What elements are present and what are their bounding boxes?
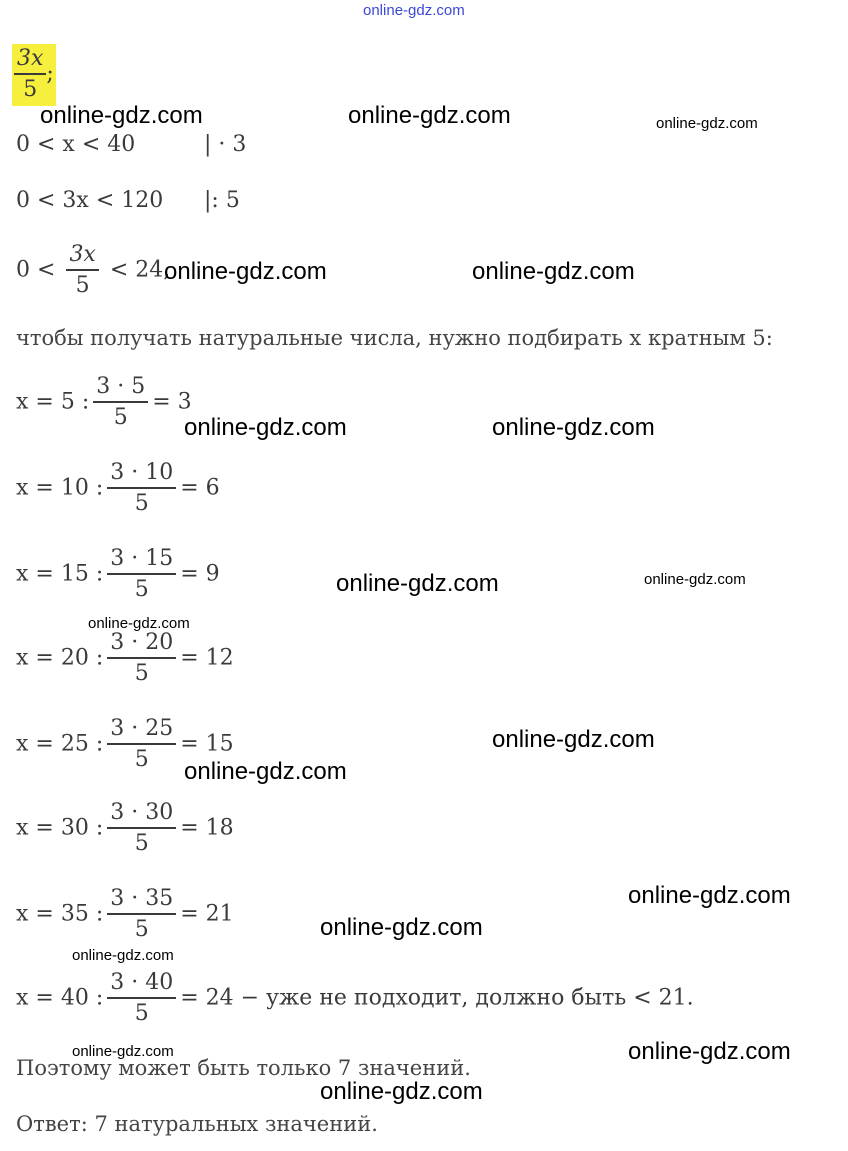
equation-lhs: x = 10 : xyxy=(16,475,104,501)
step-2 xyxy=(16,188,163,213)
equation-lhs: x = 25 : xyxy=(16,731,104,757)
equation-rhs: = 6 xyxy=(180,475,220,501)
fraction-numerator: 3x xyxy=(69,242,96,267)
equation-lhs: x = 40 : xyxy=(16,985,104,1011)
equation-rhs: = 18 xyxy=(180,815,234,841)
watermark: online-gdz.com xyxy=(348,102,511,129)
equation-rhs: = 21 xyxy=(180,901,234,927)
fraction-numerator: 3 · 30 xyxy=(110,800,174,825)
watermark: online-gdz.com xyxy=(184,414,347,441)
highlighted-fraction xyxy=(14,46,54,102)
answer-text: Ответ: 7 натуральных значений. xyxy=(16,1112,378,1136)
equation-rhs: = 24 − уже не подходит, должно быть < 21. xyxy=(180,985,694,1011)
fraction-numerator: 3 · 5 xyxy=(96,374,146,399)
fraction-denominator: 5 xyxy=(134,916,149,942)
conclusion-text: Поэтому может быть только 7 значений. xyxy=(16,1056,471,1080)
fraction-denominator: 5 xyxy=(134,490,149,516)
watermark: online-gdz.com xyxy=(72,947,174,964)
fraction-numerator: 3 · 10 xyxy=(110,460,174,485)
equation-row xyxy=(16,800,234,856)
step-1-operation: | · 3 xyxy=(204,132,247,157)
fraction-bar xyxy=(107,997,176,999)
equation-rhs: = 12 xyxy=(180,645,234,671)
note-text: чтобы получать натуральные числа, нужно подбирать x кратным 5: xyxy=(16,326,773,350)
equation-lhs: x = 5 : xyxy=(16,389,90,415)
fraction-bar xyxy=(66,269,98,271)
fraction-bar xyxy=(14,73,46,75)
step-2-operation: |: 5 xyxy=(204,188,240,213)
equation-row xyxy=(16,886,234,942)
bound-inequality xyxy=(16,242,170,298)
fraction-numerator: 3 · 15 xyxy=(110,546,174,571)
site-header-link[interactable]: online-gdz.com xyxy=(363,2,465,19)
watermark: online-gdz.com xyxy=(492,414,655,441)
fraction-numerator: 3 · 25 xyxy=(110,716,174,741)
fraction-denominator: 5 xyxy=(75,272,90,298)
watermark: online-gdz.com xyxy=(472,258,635,285)
fraction-denominator: 5 xyxy=(134,576,149,602)
watermark: online-gdz.com xyxy=(88,615,190,632)
fraction-bar xyxy=(107,743,176,745)
equation-row xyxy=(16,546,220,602)
fraction-bar xyxy=(107,487,176,489)
watermark: online-gdz.com xyxy=(336,570,499,597)
watermark: online-gdz.com xyxy=(184,758,347,785)
watermark: online-gdz.com xyxy=(72,1043,174,1060)
fraction-denominator: 5 xyxy=(134,830,149,856)
fraction-denominator: 5 xyxy=(134,746,149,772)
step-1 xyxy=(16,132,135,157)
fraction-numerator: 3 · 20 xyxy=(110,630,174,655)
step-expression: 0 < 3x < 120 xyxy=(16,188,164,213)
equation-lhs: x = 20 : xyxy=(16,645,104,671)
equation-row xyxy=(16,460,220,516)
fraction-denominator: 5 xyxy=(134,1000,149,1026)
fraction-denominator: 5 xyxy=(134,660,149,686)
bound-right: < 24, xyxy=(109,257,171,283)
equation-row xyxy=(16,374,192,430)
bound-left: 0 < xyxy=(16,257,56,283)
equation-lhs: x = 30 : xyxy=(16,815,104,841)
fraction-denominator: 5 xyxy=(113,404,128,430)
equation-rhs: = 9 xyxy=(180,561,220,587)
fraction-numerator: 3 · 35 xyxy=(110,886,174,911)
equation-row xyxy=(16,970,694,1026)
watermark: online-gdz.com xyxy=(628,882,791,909)
equation-lhs: x = 15 : xyxy=(16,561,104,587)
step-expression: 0 < x < 40 xyxy=(16,132,136,157)
equation-rhs: = 3 xyxy=(152,389,192,415)
watermark: online-gdz.com xyxy=(492,726,655,753)
fraction-bar xyxy=(107,657,176,659)
fraction-numerator: 3 · 40 xyxy=(110,970,174,995)
fraction-denominator: 5 xyxy=(23,76,38,102)
fraction-bar xyxy=(107,827,176,829)
fraction-bar xyxy=(107,913,176,915)
watermark: online-gdz.com xyxy=(164,258,327,285)
watermark: online-gdz.com xyxy=(40,102,203,129)
equation-row xyxy=(16,630,234,686)
fraction-bar xyxy=(107,573,176,575)
watermark: online-gdz.com xyxy=(320,914,483,941)
watermark: online-gdz.com xyxy=(644,571,746,588)
watermark: online-gdz.com xyxy=(320,1078,483,1105)
fraction-bar xyxy=(93,401,148,403)
fraction-numerator: 3x xyxy=(17,46,44,71)
watermark: online-gdz.com xyxy=(656,115,758,132)
watermark: online-gdz.com xyxy=(628,1038,791,1065)
fraction-tail: ; xyxy=(46,61,54,87)
equation-lhs: x = 35 : xyxy=(16,901,104,927)
equation-rhs: = 15 xyxy=(180,731,234,757)
